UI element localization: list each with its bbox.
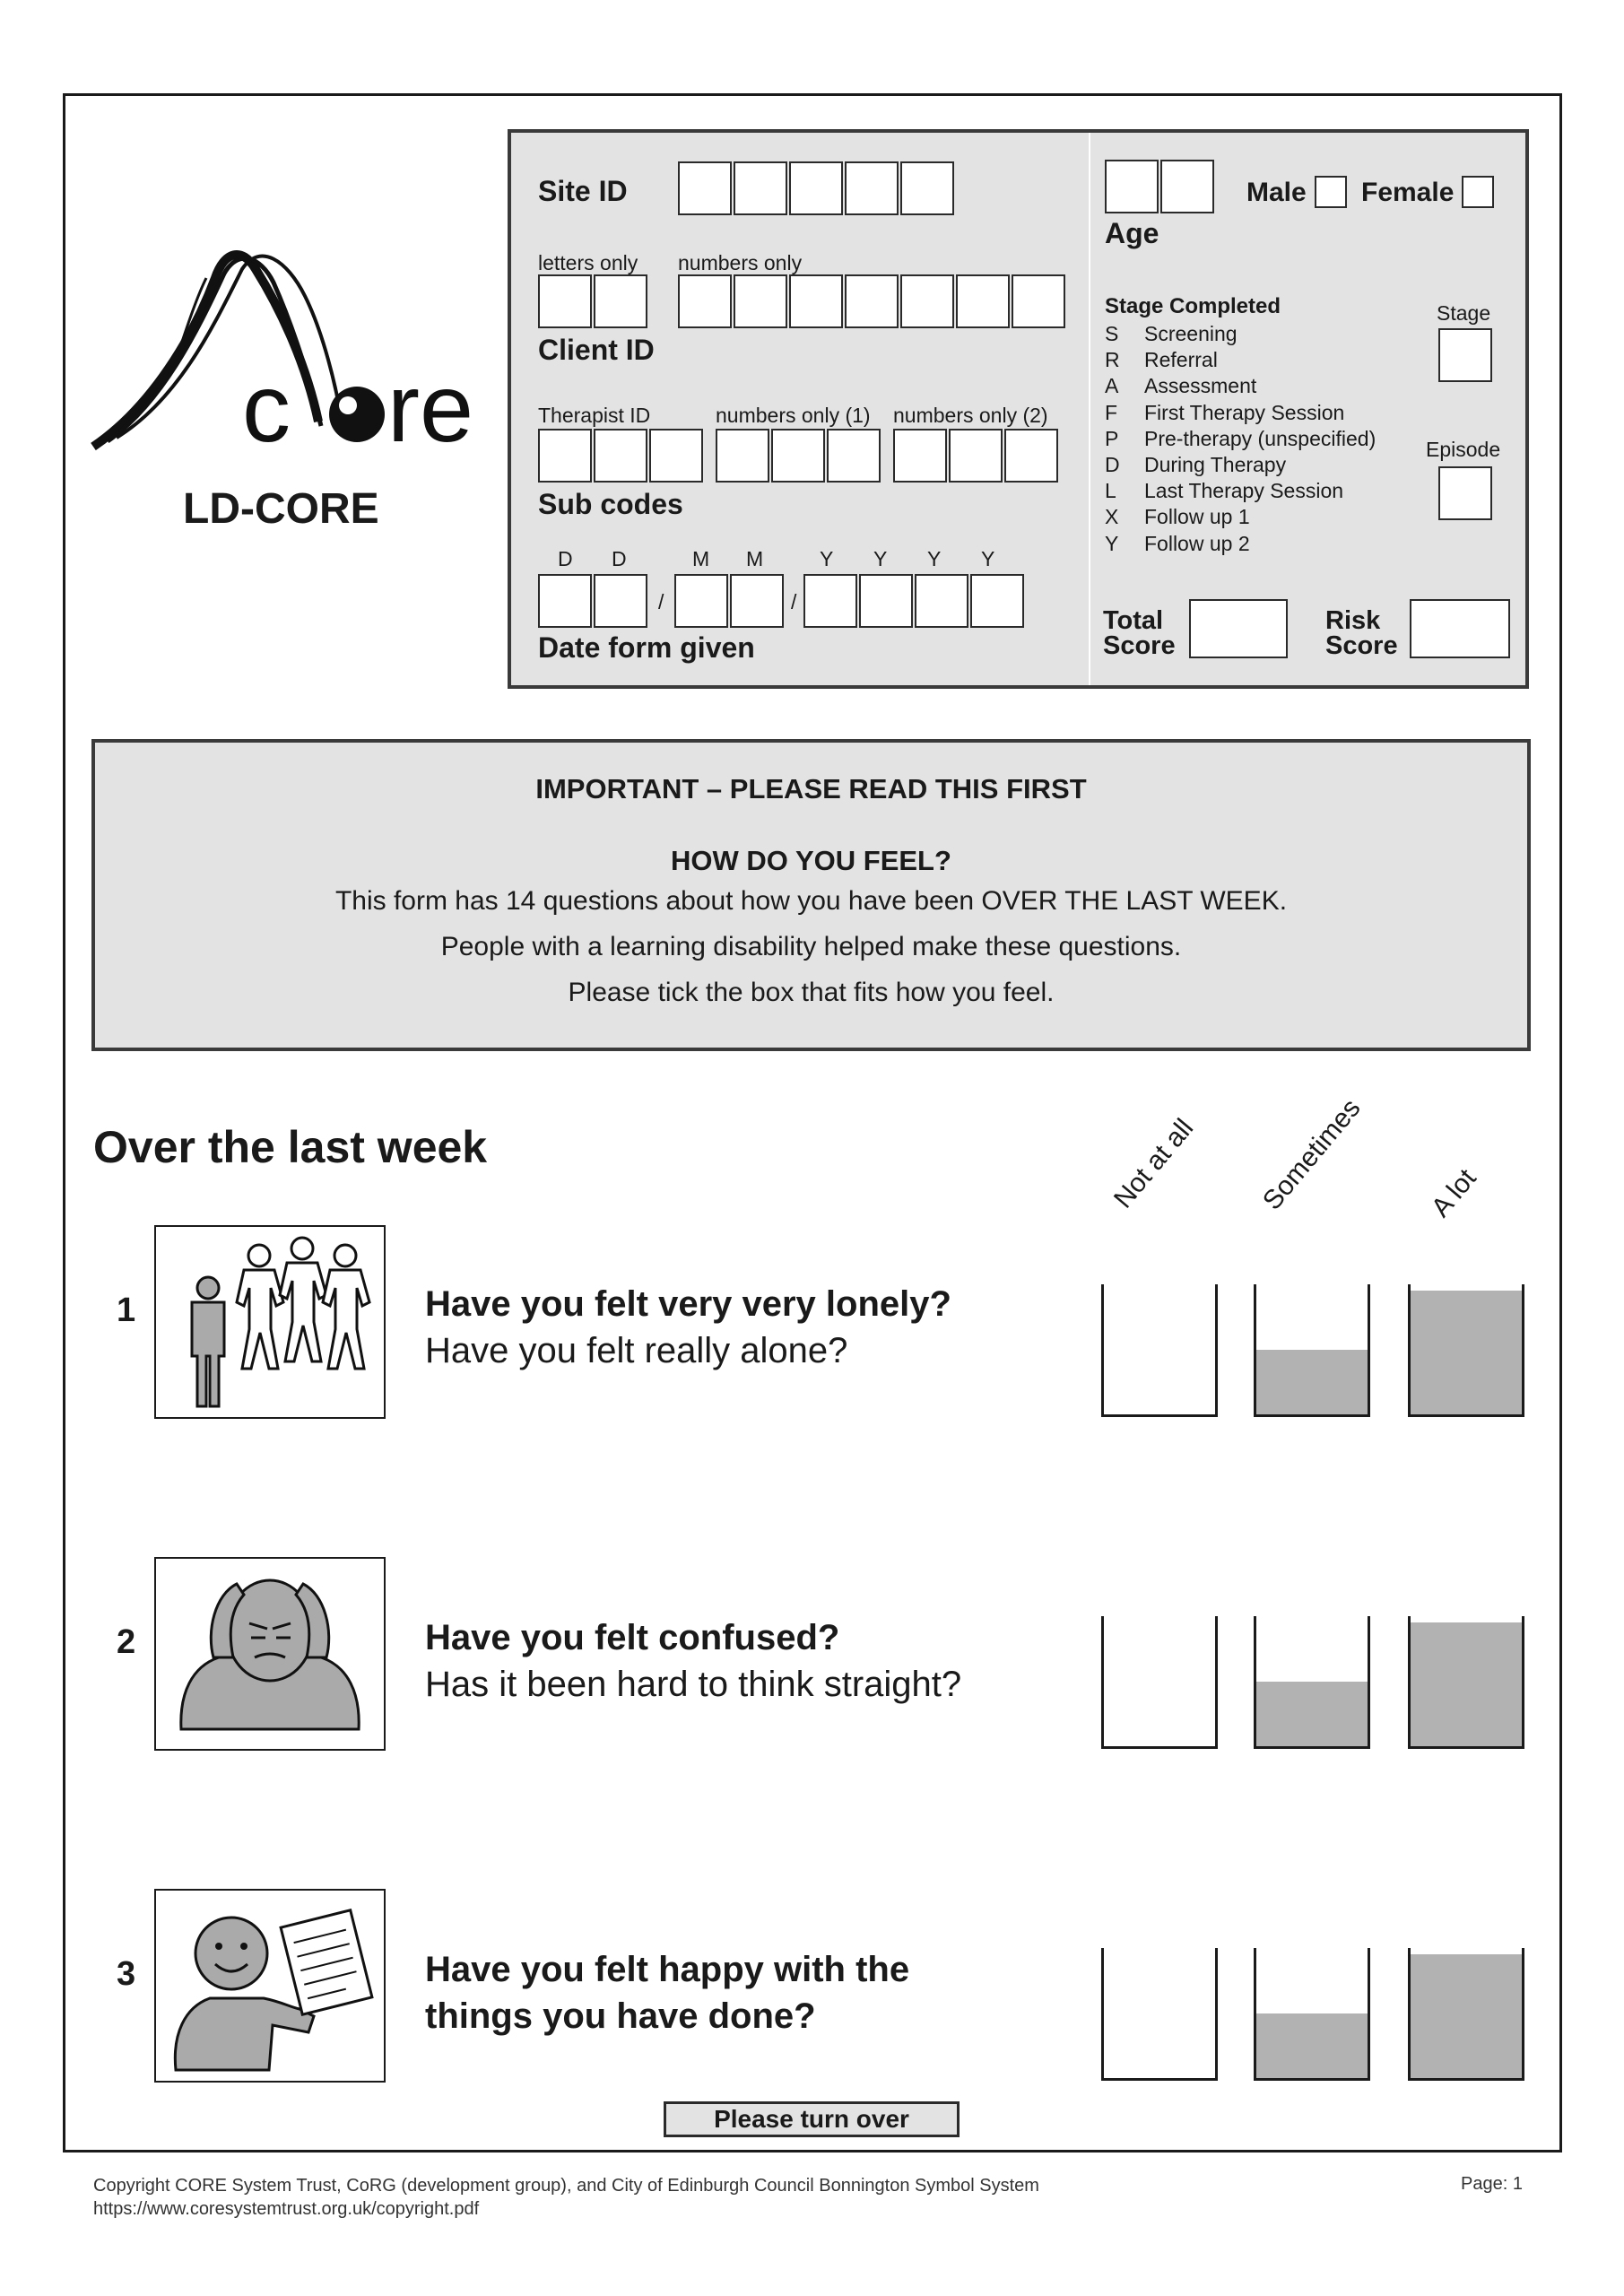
client-id-box[interactable] [678,274,732,328]
date-day-boxes [538,574,649,628]
stage-item: P Pre-therapy (unspecified) [1105,426,1376,450]
total-score-label: Total Score [1103,606,1176,660]
instructions-line: Please tick the box that fits how you feel. [568,978,1055,1007]
question-sub-text: Has it been hard to think straight? [425,1665,962,1704]
age-label: Age [1105,217,1159,249]
numbers-only-2-label: numbers only (2) [893,404,1048,427]
therapist-id-box[interactable] [649,429,703,483]
question-main-text: Have you felt happy with the [425,1950,910,1989]
client-id-box[interactable] [1012,274,1065,328]
cup-fill [1256,2013,1368,2079]
date-box[interactable] [803,574,857,628]
client-id-number-boxes [678,274,1067,328]
stage-item: S Screening [1105,322,1238,345]
date-letter-y3: Y [927,547,942,570]
date-letter-d2: D [612,547,627,570]
date-box[interactable] [674,574,728,628]
question-main-text: Have you felt confused? [425,1618,840,1657]
stage-item: F First Therapy Session [1105,400,1345,424]
date-letter-m1: M [692,547,710,570]
footer-copyright: Copyright CORE System Trust, CoRG (development group), and City of Edinburgh Council Bonnington Symbol System https://www.coresystemtrust.org.uk/copyright.pdf [93,2176,1039,2219]
happy-person-icon [154,1889,386,2083]
subcode-2-box[interactable] [949,429,1003,483]
date-letter-y1: Y [820,547,834,570]
client-id-box[interactable] [594,274,647,328]
lonely-person-icon [154,1225,386,1419]
question-main-text: Have you felt very very lonely? [425,1284,951,1324]
instructions-line: This form has 14 questions about how you have been OVER THE LAST WEEK. [334,886,1288,916]
cup-sometimes[interactable] [1254,1616,1370,1749]
cup-not-at-all[interactable] [1101,1284,1218,1417]
letters-only-label: letters only [538,251,638,274]
cup-sometimes[interactable] [1254,1948,1370,2081]
date-box[interactable] [859,574,913,628]
stage-item: R Referral [1105,348,1218,372]
instructions-heading: IMPORTANT – PLEASE READ THIS FIRST [535,773,1087,804]
risk-score-label: Risk Score [1325,606,1398,660]
numbers-only-label: numbers only [678,251,803,274]
client-id-box[interactable] [845,274,899,328]
site-id-boxes [678,161,956,215]
age-box[interactable] [1105,160,1159,213]
site-id-box[interactable] [900,161,954,215]
scale-header-sometimes: Sometimes [1256,1093,1367,1216]
date-box[interactable] [730,574,784,628]
subcode-2-boxes [893,429,1060,483]
cup-fill [1411,1291,1522,1414]
question-number: 2 [117,1623,136,1661]
subcode-1-box[interactable] [716,429,769,483]
scale-header-not-at-all: Not at all [1107,1113,1200,1214]
info-divider [1089,133,1090,685]
question-number: 3 [117,1955,136,1993]
cup-a-lot[interactable] [1408,1616,1524,1749]
form-name: LD-CORE [183,485,379,533]
date-box[interactable] [915,574,968,628]
cup-fill [1256,1682,1368,1747]
cup-fill [1411,1622,1522,1746]
page-number: Page: 1 [1461,2174,1523,2194]
episode-label: Episode [1426,438,1501,461]
female-label: Female [1361,178,1455,207]
turn-over-label: Please turn over [664,2101,960,2137]
instructions-box [91,739,1531,1051]
therapist-id-box[interactable] [538,429,592,483]
cup-not-at-all[interactable] [1101,1948,1218,2081]
subcode-1-box[interactable] [827,429,881,483]
date-box[interactable] [970,574,1024,628]
cup-a-lot[interactable] [1408,1284,1524,1417]
numbers-only-1-label: numbers only (1) [716,404,871,427]
subcode-1-boxes [716,429,882,483]
client-id-box[interactable] [900,274,954,328]
date-letter-m2: M [746,547,764,570]
therapist-id-box[interactable] [594,429,647,483]
question-main-text: things you have done? [425,1996,816,2036]
therapist-id-boxes [538,429,705,483]
male-checkbox[interactable] [1315,176,1347,208]
date-letter-d1: D [558,547,573,570]
stage-item: L Last Therapy Session [1105,479,1344,503]
stage-item: A Assessment [1105,374,1257,398]
stage-label: Stage [1437,301,1491,325]
stage-item: D During Therapy [1105,453,1287,477]
site-id-box[interactable] [789,161,843,215]
age-box[interactable] [1160,160,1214,213]
stage-item: X Follow up 1 [1105,505,1250,529]
stage-item: Y Follow up 2 [1105,531,1250,555]
confused-person-icon [154,1557,386,1751]
instructions-subheading: HOW DO YOU FEEL? [671,845,951,876]
scale-header-a-lot: A lot [1425,1163,1482,1223]
logo-text-re: re [387,353,474,462]
episode-box[interactable] [1438,466,1492,520]
date-form-given-label: Date form given [538,631,755,664]
cup-a-lot[interactable] [1408,1948,1524,2081]
date-letter-y2: Y [873,547,888,570]
cup-fill [1256,1350,1368,1415]
cup-fill [1411,1954,1522,2078]
cup-sometimes[interactable] [1254,1284,1370,1417]
client-id-box[interactable] [538,274,592,328]
client-id-letter-boxes [538,274,649,328]
stage-box[interactable] [1438,328,1492,382]
client-id-box[interactable] [734,274,787,328]
therapist-id-label: Therapist ID [538,404,651,427]
subcode-1-box[interactable] [771,429,825,483]
subcode-2-box[interactable] [1004,429,1058,483]
site-id-box[interactable] [845,161,899,215]
section-title: Over the last week [93,1122,488,1172]
core-logo [90,242,493,462]
cup-not-at-all[interactable] [1101,1616,1218,1749]
client-id-box[interactable] [789,274,843,328]
date-box[interactable] [538,574,592,628]
subcode-2-box[interactable] [893,429,947,483]
date-slash: / [658,590,664,613]
date-box[interactable] [594,574,647,628]
instructions-line: People with a learning disability helped make these questions. [440,932,1182,961]
stage-list [1105,321,1376,557]
logo-text-c: c [242,353,291,462]
site-id-label: Site ID [538,175,628,207]
date-month-boxes [674,574,786,628]
question-number: 1 [117,1292,136,1329]
age-boxes [1105,160,1216,213]
date-letter-y4: Y [981,547,995,570]
risk-score-box[interactable] [1410,599,1510,658]
site-id-box[interactable] [678,161,732,215]
male-label: Male [1246,178,1307,207]
site-id-box[interactable] [734,161,787,215]
date-slash: / [791,590,797,613]
total-score-box[interactable] [1189,599,1288,658]
client-id-label: Client ID [538,334,655,366]
date-year-boxes [803,574,1026,628]
question-sub-text: Have you felt really alone? [425,1331,848,1370]
client-id-box[interactable] [956,274,1010,328]
sub-codes-label: Sub codes [538,488,683,520]
stage-completed-label: Stage Completed [1105,294,1281,318]
female-checkbox[interactable] [1462,176,1494,208]
